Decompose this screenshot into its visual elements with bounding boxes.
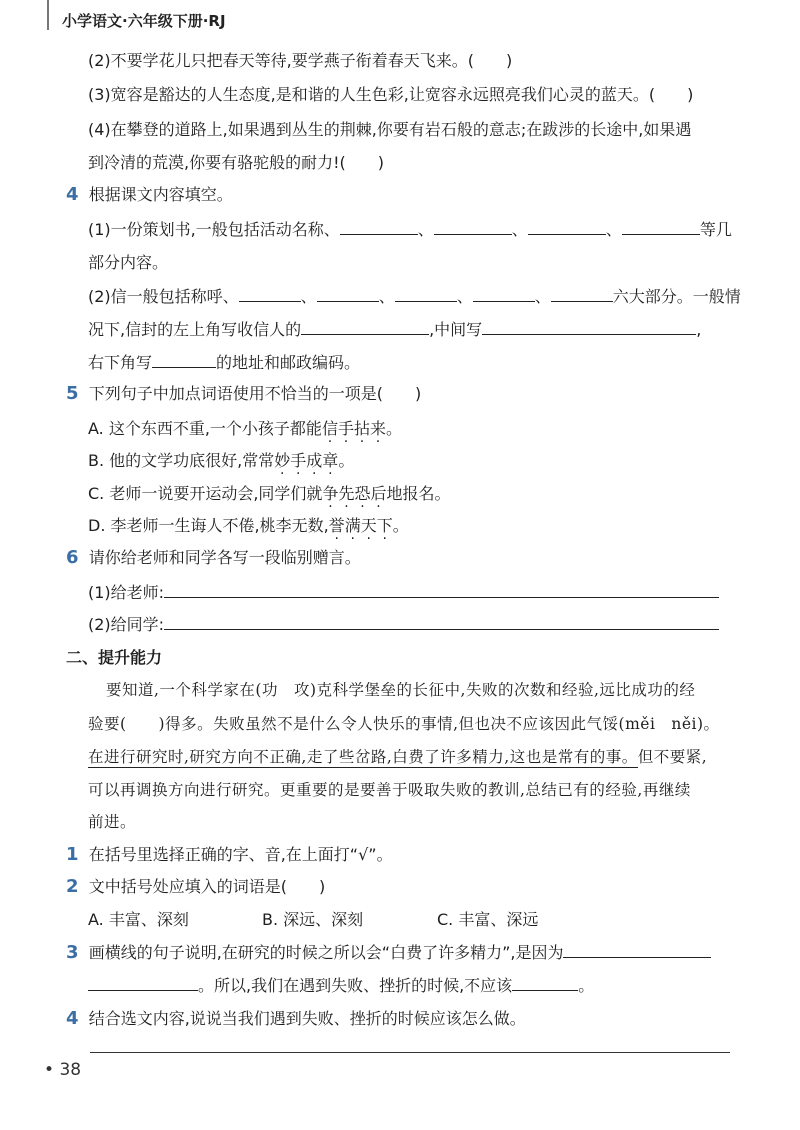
q3-item-4-line1: (4)在攀登的道路上,如果遇到丛生的荆棘,你要有岩石般的意志;在跋涉的长途中,如果遇 bbox=[88, 120, 692, 139]
dotted-phrase bbox=[274, 451, 338, 470]
q4-item-2-line1: (2)信一般包括称呼、 、 、 、 、 六大部分。一般情 bbox=[88, 287, 741, 306]
passage-line-2: 验要( )得多。失败虽然不是什么令人快乐的事情,但也决不应该因此气馁(měi něi)。 bbox=[88, 715, 720, 733]
answer-blank[interactable] bbox=[301, 318, 429, 335]
q4-item-2-line3: 右下角写 的地址和邮政编码。 bbox=[88, 353, 361, 372]
emphasis-char: 拈 bbox=[353, 419, 370, 438]
emphasis-char: 争 bbox=[322, 484, 339, 503]
p-q2-option-a[interactable]: A. 丰富、深刻 bbox=[88, 910, 189, 929]
question-number: 4 bbox=[66, 1008, 79, 1029]
passage-question-2 bbox=[66, 874, 325, 897]
question-number: 3 bbox=[66, 942, 79, 963]
question-6 bbox=[66, 545, 361, 568]
passage-line-4: 可以再调换方向进行研究。更重要的是要善于吸取失败的教训,总结已有的经验,再继续 bbox=[88, 781, 691, 799]
passage-line-3: 在进行研究时,研究方向不正确,走了些岔路,白费了许多精力,这也是常有的事。但不要紧, bbox=[88, 748, 708, 766]
emphasis-char: 妙 bbox=[274, 451, 291, 470]
question-number: 1 bbox=[66, 844, 79, 865]
emphasis-char: 恐 bbox=[354, 484, 371, 503]
emphasis-char: 信 bbox=[321, 419, 338, 438]
question-number: 2 bbox=[66, 876, 79, 897]
answer-blank[interactable] bbox=[622, 218, 700, 235]
emphasis-char: 先 bbox=[338, 484, 355, 503]
q4-item-1-line1: (1)一份策划书,一般包括活动名称、 、 、 、 等几 bbox=[88, 220, 732, 239]
question-stem: 在括号里选择正确的字、音,在上面打“√”。 bbox=[88, 845, 393, 864]
emphasis-char: 天 bbox=[360, 516, 377, 535]
question-5 bbox=[66, 381, 421, 404]
dotted-phrase bbox=[322, 419, 386, 438]
passage-question-3 bbox=[66, 940, 711, 963]
passage-question-4 bbox=[66, 1006, 526, 1029]
answer-blank[interactable] bbox=[551, 285, 613, 302]
header-divider bbox=[47, 0, 49, 30]
section-title: 二、提升能力 bbox=[66, 648, 163, 667]
question-stem: 画横线的句子说明,在研究的时候之所以会“白费了许多精力”,是因为 bbox=[88, 943, 564, 962]
q3-item-4-line2: 到冷清的荒漠,你要有骆驼般的耐力!( ) bbox=[88, 153, 384, 172]
emphasis-char: 章 bbox=[322, 451, 339, 470]
p-q2-option-b[interactable]: B. 深远、深刻 bbox=[262, 910, 364, 929]
p-q2-option-c[interactable]: C. 丰富、深远 bbox=[437, 910, 539, 929]
dotted-phrase bbox=[329, 516, 393, 535]
q3-item-3: (3)宽容是豁达的人生态度,是和谐的人生色彩,让宽容永远照亮我们心灵的蓝天。( ) bbox=[88, 85, 694, 104]
q6-item-2: (2)给同学: bbox=[88, 612, 719, 635]
answer-line[interactable] bbox=[90, 1052, 730, 1053]
question-number: 4 bbox=[66, 184, 79, 205]
q5-option-d[interactable]: D. 李老师一生诲人不倦,桃李无数,誉满天下。 bbox=[88, 516, 409, 535]
passage-line-1: 要知道,一个科学家在(功 攻)克科学堡垒的长征中,失败的次数和经验,远比成功的经 bbox=[106, 681, 696, 699]
q5-option-a[interactable]: A. 这个东西不重,一个小孩子都能信手拈来。 bbox=[88, 419, 403, 438]
question-stem: 下列句子中加点词语使用不恰当的一项是( ) bbox=[88, 384, 422, 403]
answer-blank[interactable] bbox=[528, 218, 606, 235]
page-header: 小学语文·六年级下册·RJ bbox=[62, 12, 226, 30]
dotted-phrase bbox=[322, 484, 386, 503]
answer-blank[interactable] bbox=[563, 941, 711, 958]
passage-question-1 bbox=[66, 842, 393, 865]
question-stem: 根据课文内容填空。 bbox=[88, 185, 233, 204]
answer-line[interactable] bbox=[164, 613, 719, 630]
answer-blank[interactable] bbox=[512, 974, 578, 991]
emphasis-char: 誉 bbox=[328, 516, 345, 535]
answer-blank[interactable] bbox=[434, 218, 512, 235]
emphasis-char: 满 bbox=[344, 516, 361, 535]
answer-blank[interactable] bbox=[473, 285, 535, 302]
q4-item-1-line2: 部分内容。 bbox=[88, 253, 169, 272]
answer-blank[interactable] bbox=[239, 285, 301, 302]
passage-line-5: 前进。 bbox=[88, 813, 137, 831]
q4-item-2-line2: 况下,信封的左上角写收信人的 ,中间写 , bbox=[88, 320, 702, 339]
emphasis-char: 后 bbox=[370, 484, 387, 503]
q4-item-1-text: (1)一份策划书,一般包括活动名称、 bbox=[88, 220, 340, 239]
emphasis-char: 手 bbox=[337, 419, 354, 438]
question-stem: 请你给老师和同学各写一段临别赠言。 bbox=[88, 548, 361, 567]
q5-option-b[interactable]: B. 他的文学功底很好,常常妙手成章。 bbox=[88, 451, 355, 470]
answer-blank[interactable] bbox=[152, 351, 216, 368]
answer-blank[interactable] bbox=[340, 218, 418, 235]
answer-blank[interactable] bbox=[88, 974, 198, 991]
answer-blank[interactable] bbox=[317, 285, 379, 302]
question-number: 6 bbox=[66, 547, 79, 568]
emphasis-char: 来 bbox=[369, 419, 386, 438]
answer-blank[interactable] bbox=[395, 285, 457, 302]
question-number: 5 bbox=[66, 383, 79, 404]
page-number: • 38 bbox=[44, 1060, 82, 1080]
emphasis-char: 手 bbox=[290, 451, 307, 470]
question-4 bbox=[66, 182, 233, 205]
answer-line[interactable] bbox=[164, 581, 719, 598]
q5-option-c[interactable]: C. 老师一说要开运动会,同学们就争先恐后地报名。 bbox=[88, 484, 451, 503]
q4-item-2-text: (2)信一般包括称呼、 bbox=[88, 287, 239, 306]
question-stem: 文中括号处应填入的词语是( ) bbox=[88, 877, 326, 896]
emphasis-char: 下 bbox=[376, 516, 393, 535]
q3-item-2: (2)不要学花儿只把春天等待,要学燕子衔着春天飞来。( ) bbox=[88, 51, 513, 70]
emphasis-char: 成 bbox=[306, 451, 323, 470]
q6-item-1: (1)给老师: bbox=[88, 580, 719, 603]
underlined-sentence: 在进行研究时,研究方向不正确,走了些岔路,白费了许多精力,这也是常有的事。 bbox=[88, 748, 638, 766]
answer-blank[interactable] bbox=[482, 318, 696, 335]
passage-question-3-line2: 。所以,我们在遇到失败、挫折的时候,不应该 。 bbox=[88, 973, 594, 996]
question-stem: 结合选文内容,说说当我们遇到失败、挫折的时候应该怎么做。 bbox=[88, 1009, 526, 1028]
